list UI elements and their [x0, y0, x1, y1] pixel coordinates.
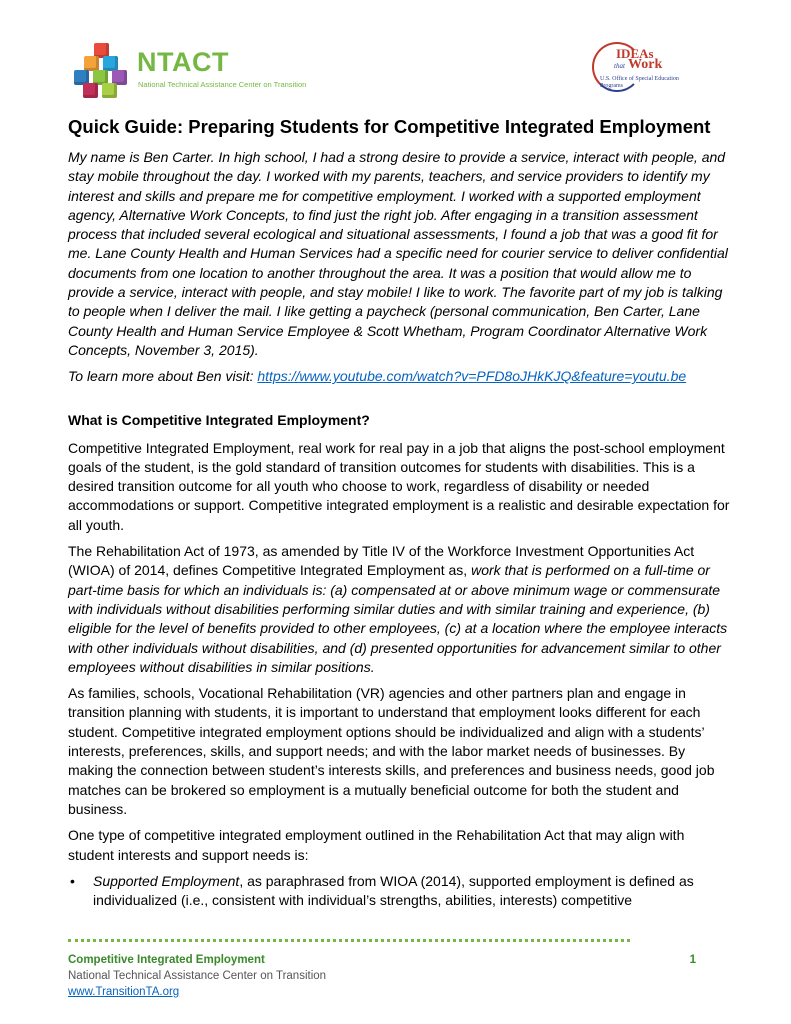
ideas-office: U.S. Office of Special Education Programs — [600, 76, 679, 89]
paragraph-types: One type of competitive integrated employment outlined in the Rehabilitation Act that may align with student interests and support needs is: — [68, 827, 685, 863]
footer-org: National Technical Assistance Center on Transition — [68, 970, 327, 982]
bullet-term: Supported Employment — [93, 872, 240, 889]
ideas-that: that — [614, 62, 625, 70]
ideas-title: IDEAs — [616, 46, 654, 61]
footer-title: Competitive Integrated Employment — [68, 954, 265, 966]
bullet-text: , as paraphrased from WIOA (2014), supported employment is defined as individualized (i.e., consistent with individual’s strengths, abilities, interests) competitive — [93, 872, 694, 909]
bullet-icon: • — [70, 872, 75, 889]
learn-more-label: To learn more about Ben visit: — [68, 368, 258, 385]
ideas-that-work-logo — [592, 42, 702, 98]
paragraph-definition: Competitive Integrated Employment, real work for real pay in a job that aligns the post-school employment goals of the student, is the gold standard of transition outcomes for students with disabilities. This is a desired transition outcome for all youth who choose to work, regardless of disability or needed accommodations or support. Competitive integrated employment is a realistic and desirable expectation for all youth. — [68, 439, 730, 533]
rehab-act-definition: work that is performed on a full-time or part-time basis for which an individuals is: (a) compensated at or above minimum wage or commensurate with individuals without disabilities performing similar duties and with similar training and experience, (b) eligible for the level of benefits provided to other employees, (c) at a location where the employee interacts with other individuals without disabilities, and (d) presented opportunities for advancement similar to other employees without disabilities in similar positions. — [68, 562, 728, 675]
paragraph-rehab-act — [68, 542, 730, 677]
youtube-link[interactable]: https://www.youtube.com/watch?v=PFD8oJHkKJQ&feature=youtu.be — [257, 368, 687, 385]
document-body — [68, 116, 730, 910]
page-number: 1 — [689, 954, 696, 966]
ideas-work: Work — [628, 57, 663, 72]
footer-divider — [68, 939, 630, 942]
footer-link[interactable]: www.TransitionTA.org — [68, 986, 180, 998]
ben-carter-story: My name is Ben Carter. In high school, I had a strong desire to provide a service, interact with people, and stay mobile throughout the day. I worked with my parents, teachers, and service providers to identify my interest and skills and prepare me for competitive employment. I worked with a supported employment agency, Alternative Work Concepts, to find just the right job. After engaging in a transition assessment process that included several ecological and situational assessments, I found a job that was a good fit for me. Lane County Health and Human Services had a specific need for courier service to deliver confidential documents from one location to another throughout the area. It was a position that would allow me to provide a service, interact with people, and stay mobile! I like to work. The favorite part of my job is talking to people when I deliver the mail. I like getting a paycheck (personal communication, Ben Carter, Lane County Health and Human Service Employee & Scott Whetham, Program Coordinator Alternative Work Concepts, November 3, 2015). — [68, 149, 728, 358]
learn-more-line — [68, 367, 730, 386]
list-item — [68, 872, 730, 911]
ntact-logo — [72, 43, 332, 99]
page-title: Quick Guide: Preparing Students for Competitive Integrated Employment — [68, 116, 711, 137]
cubes-icon — [72, 43, 132, 99]
rehab-act-text: The Rehabilitation Act of 1973, as amended by Title IV of the Workforce Investment Opportunities Act (WIOA) of 2014, defines Competitive Integrated Employment as, — [68, 543, 695, 579]
section-heading: What is Competitive Integrated Employment? — [68, 411, 370, 428]
paragraph-planning: As families, schools, Vocational Rehabilitation (VR) agencies and other partners plan and engage in transition planning with students, it is important to understand that employment looks different for each student. Competitive integrated employment options should be individualized and align with a students’ interests, preferences, skills, and support needs; and with the labor market needs of businesses. By making the connection between student’s interests skills, and preferences and business needs, good job matches can be brokered so employment is a mutually beneficial outcome for both the student and business. — [68, 685, 715, 817]
page-footer — [68, 952, 696, 1000]
ntact-wordmark: NTACT — [137, 47, 229, 77]
ntact-subtitle: National Technical Assistance Center on Transition — [138, 80, 307, 89]
